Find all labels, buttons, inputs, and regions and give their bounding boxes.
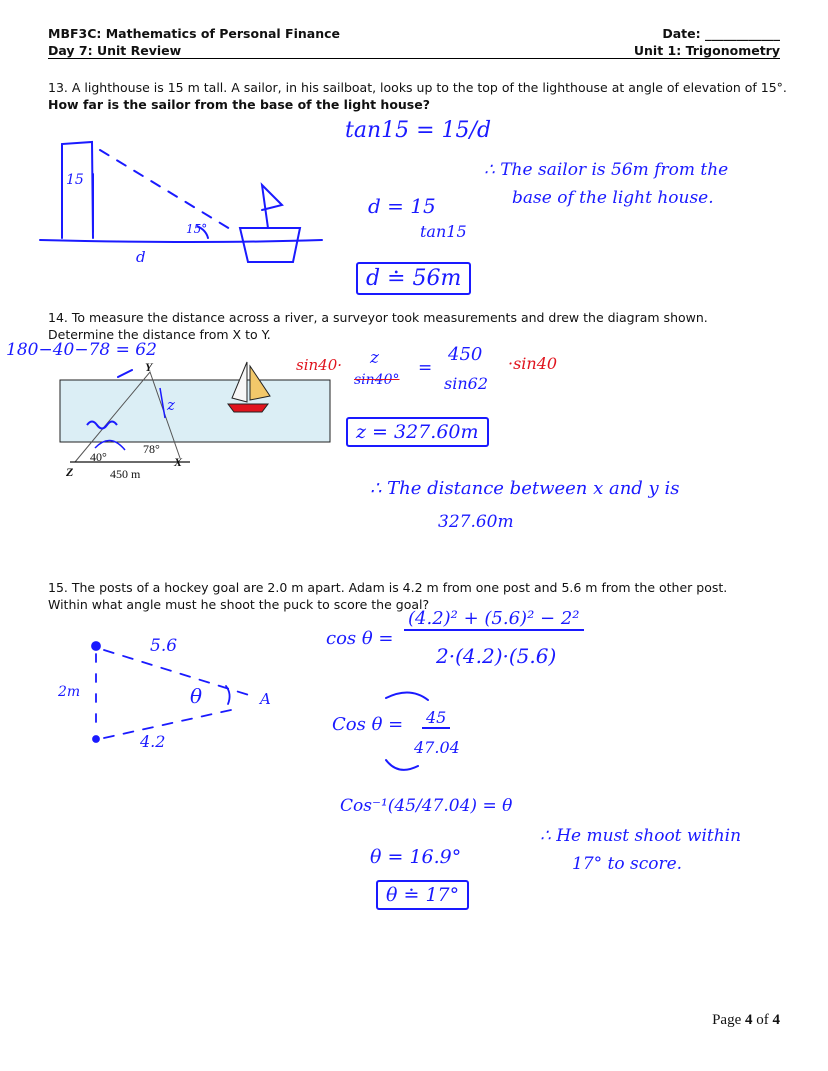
- page-of: of: [756, 1012, 769, 1028]
- q15-bottom-label: 4.2: [140, 732, 166, 751]
- q13-d-denominator: tan15: [420, 222, 467, 241]
- page-current: 4: [745, 1012, 753, 1028]
- unit-title: Unit 1: Trigonometry: [633, 43, 780, 58]
- goal-diagram: [92, 642, 252, 742]
- q14-point-x: X: [174, 455, 183, 469]
- q14-equals: =: [418, 358, 433, 378]
- q15-theta-value: θ = 16.9°: [370, 846, 462, 868]
- q13-height-label: 15: [66, 172, 84, 188]
- day-title: Day 7: Unit Review: [48, 43, 182, 58]
- q13-number: 13.: [48, 80, 68, 95]
- river-diagram: [60, 362, 330, 462]
- q14-number: 14.: [48, 310, 68, 325]
- q14-rhs-denominator: sin62: [444, 374, 488, 393]
- q15-point-label: A: [260, 690, 271, 708]
- q14-side-label: z: [167, 396, 175, 414]
- q15-cos-numerator: (4.2)² + (5.6)² − 2²: [404, 608, 584, 631]
- q13-tan-equation: tan15 = 15/d: [345, 118, 492, 143]
- q14-lhs-denominator: sin40°: [354, 372, 400, 388]
- q15-cos-lhs: cos θ =: [326, 628, 394, 649]
- q13-angle-label: 15°: [186, 222, 208, 236]
- q14-point-y: Y: [145, 360, 153, 374]
- q13-bold: How far is the sailor from the base of the light house?: [48, 97, 430, 112]
- q14-text-1: To measure the distance across a river, a surveyor took measurements and drew the diagram shown.: [71, 310, 708, 325]
- q15-number: 15.: [48, 580, 68, 595]
- q13-base-label: d: [136, 248, 146, 266]
- q13-conclusion-line1: ∴ The sailor is 56m from the: [484, 160, 729, 180]
- q15-cos2-denominator: 47.04: [414, 738, 460, 757]
- date-label: Date: ____________: [662, 26, 780, 41]
- lighthouse-sketch: [40, 142, 322, 262]
- q14-multiply-right: ·sin40: [508, 354, 558, 373]
- q15-theta-label: θ: [190, 684, 203, 708]
- q15-side-label: 2m: [58, 684, 81, 700]
- q14-text-2: Determine the distance from X to Y.: [48, 327, 271, 342]
- course-title: MBF3C: Mathematics of Personal Finance: [48, 26, 340, 41]
- page-number: [712, 1012, 780, 1029]
- q15-text-1: The posts of a hockey goal are 2.0 m apart. Adam is 4.2 m from one post and 5.6 m from the other post.: [71, 580, 728, 595]
- q15-inverse: Cos⁻¹(45/47.04) = θ: [340, 796, 513, 816]
- question-14: [48, 309, 788, 343]
- q14-lhs-numerator: z: [370, 348, 379, 368]
- q15-cos2-numerator: 45: [422, 708, 450, 729]
- q14-rhs-numerator: 450: [448, 344, 483, 365]
- q15-conclusion-line1: ∴ He must shoot within: [540, 826, 742, 846]
- page-prefix: Page: [712, 1012, 742, 1028]
- q15-cos2-lhs: Cos θ =: [332, 714, 404, 735]
- q15-answer: θ ≐ 17°: [376, 880, 469, 910]
- q14-base-label: 450 m: [110, 467, 141, 481]
- q15-top-label: 5.6: [150, 636, 178, 656]
- page-total: 4: [772, 1012, 780, 1028]
- q14-conclusion-line1: ∴ The distance between x and y is: [370, 478, 680, 499]
- q15-text-2: Within what angle must he shoot the puck to score the goal?: [48, 597, 430, 612]
- q13-conclusion-line2: base of the light house.: [512, 188, 714, 208]
- q13-d-numerator: d = 15: [368, 194, 436, 218]
- q14-angle-calc: 180−40−78 = 62: [6, 340, 157, 360]
- q14-conclusion-line2: 327.60m: [438, 512, 514, 532]
- q13-text: A lighthouse is 15 m tall. A sailor, in his sailboat, looks up to the top of the lighthouse at angle of elevation of 15°.: [71, 80, 787, 95]
- q14-multiply-left: sin40·: [296, 356, 343, 374]
- q14-angle-z: 40°: [90, 450, 107, 464]
- q13-answer: d ≐ 56m: [356, 262, 471, 295]
- q14-answer: z = 327.60m: [346, 417, 489, 447]
- q14-point-z: Z: [66, 465, 74, 479]
- q15-cos-denominator: 2·(4.2)·(5.6): [436, 644, 557, 668]
- q15-conclusion-line2: 17° to score.: [572, 854, 683, 874]
- q14-angle-x: 78°: [143, 442, 160, 456]
